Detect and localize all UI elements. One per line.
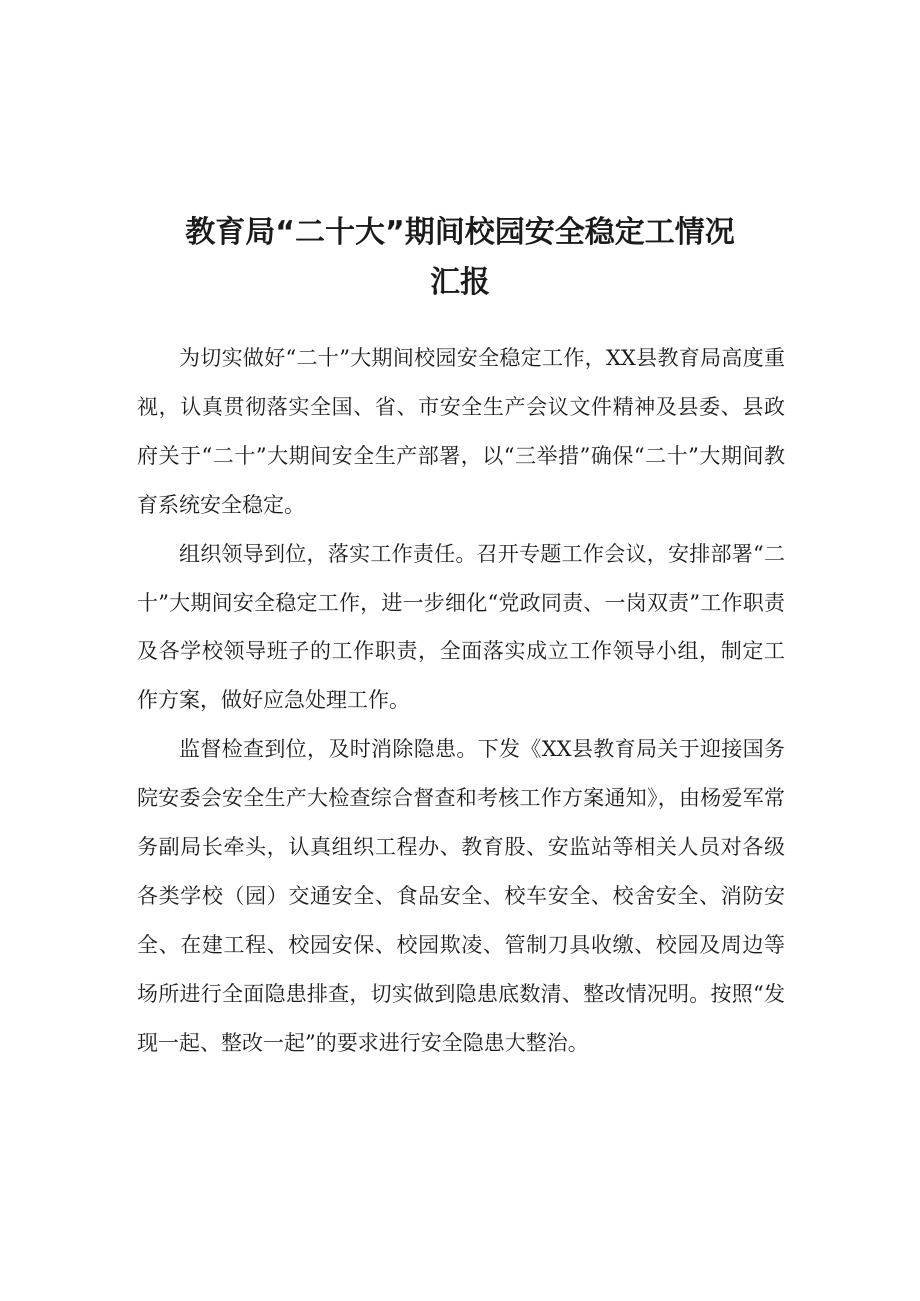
paragraph-inspection: 监督检查到位，及时消除隐患。下发《XX县教育局关于迎接国务院安委会安全生产大检查综合督查和考核工作方案通知》，由杨爱军常务副局长牵头，认真组织工程办、教育股、安监站等相关人员对各级各类学校（园）交通安全、食品安全、校车安全、校舍安全、消防安全、在建工程、校园安保、校园欺凌、管制刀具收缴、校园及周边等场所进行全面隐患排查，切实做到隐患底数清、整改情况明。按照“发现一起、整改一起”的要求进行安全隐患大整治。 <box>137 737 785 1055</box>
paragraph-organization: 组织领导到位，落实工作责任。召开专题工作会议，安排部署“二十”大期间安全稳定工作，进一步细化“党政同责、一岗双责”工作职责及各学校领导班子的工作职责，全面落实成立工作领导小组，制定工作方案，做好应急处理工作。 <box>137 541 785 713</box>
document-body <box>137 334 785 1068</box>
document-title <box>110 208 810 308</box>
paragraph-intro: 为切实做好“二十”大期间校园安全稳定工作，XX县教育局高度重视，认真贯彻落实全国、省、市安全生产会议文件精神及县委、县政府关于“二十”大期间安全生产部署，以“三举措”确保“二十”大期间教育系统安全稳定。 <box>137 346 785 517</box>
title-line-1: 教育局“二十大”期间校园安全稳定工情况 <box>185 215 735 250</box>
title-line-2: 汇报 <box>430 265 490 300</box>
